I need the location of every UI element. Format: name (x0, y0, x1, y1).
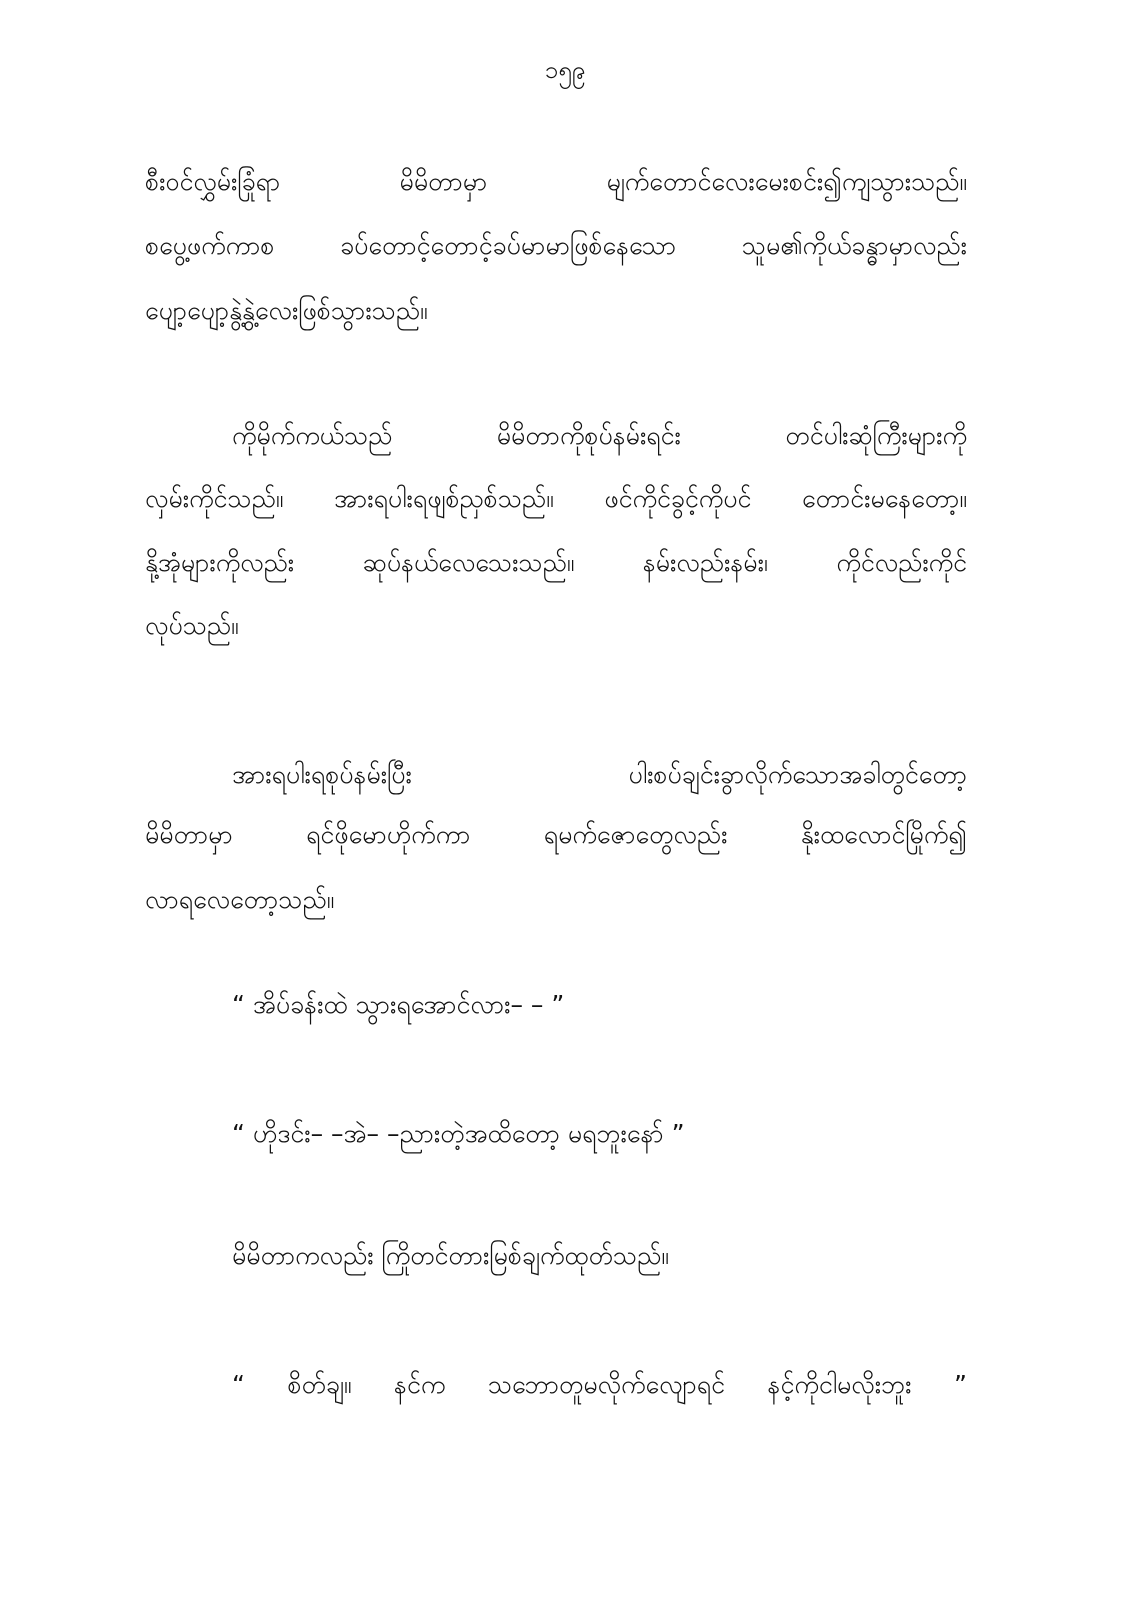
paragraph-1-line-3: ပျော့ပျော့နွဲ့နွဲ့လေးဖြစ်သွားသည်။ (145, 296, 428, 325)
page-number: ၁၅၉ (544, 56, 586, 84)
dialogue-line-2: “ ဟိုဒင်း– –အဲ– –ညားတဲ့အထိတော့ မရဘူးနော် ” (232, 1119, 685, 1148)
paragraph-1-line-2: စပွေ့ဖက်ကာစ ခပ်တောင့်တောင့်ခပ်မာမာဖြစ်နေသော သူမ၏ကိုယ်ခန္ဓာမှာလည်း (145, 231, 967, 260)
dialogue-line-4: “ စိတ်ချ။ နင်က သဘောတူမလိုက်လျောရင် နင့်ကိုငါမလိုးဘူး ” (232, 1370, 967, 1399)
paragraph-1-line-1: စီးဝင်လွှမ်းခြုံရာ မိမိတာမှာ မျက်တောင်လေးမေးစင်း၍ကျသွားသည်။ (145, 167, 967, 196)
paragraph-2-line-3: နို့အုံများကိုလည်း ဆုပ်နယ်လေသေးသည်။ နမ်းလည်းနမ်း၊ ကိုင်လည်းကိုင် (145, 548, 967, 577)
dialogue-line-3: မိမိတာကလည်း ကြိုတင်တားမြစ်ချက်ထုတ်သည်။ (232, 1241, 669, 1270)
paragraph-2-line-2: လှမ်းကိုင်သည်။ အားရပါးရဖျစ်ညှစ်သည်။ ဖင်ကိုင်ခွင့်ကိုပင် တောင်းမနေတော့။ (145, 484, 967, 513)
paragraph-2-line-4: လုပ်သည်။ (145, 611, 239, 640)
paragraph-3-line-3: လာရလေတော့သည်။ (145, 885, 335, 914)
paragraph-3-line-1: အားရပါးရစုပ်နမ်းပြီး ပါးစပ်ချင်းခွာလိုက်သောအခါတွင်တော့ (232, 760, 967, 789)
paragraph-2-line-1: ကိုမိုက်ကယ်သည် မိမိတာကိုစုပ်နမ်းရင်း တင်ပါးဆုံကြီးများကို (232, 421, 967, 450)
dialogue-line-1: “ အိပ်ခန်းထဲ သွားရအောင်လား– – ” (232, 990, 565, 1019)
paragraph-3-line-2: မိမိတာမှာ ရင်ဖိုမောဟိုက်ကာ ရမက်ဇောတွေလည်း နိုးထလောင်မြိုက်၍ (145, 820, 967, 849)
